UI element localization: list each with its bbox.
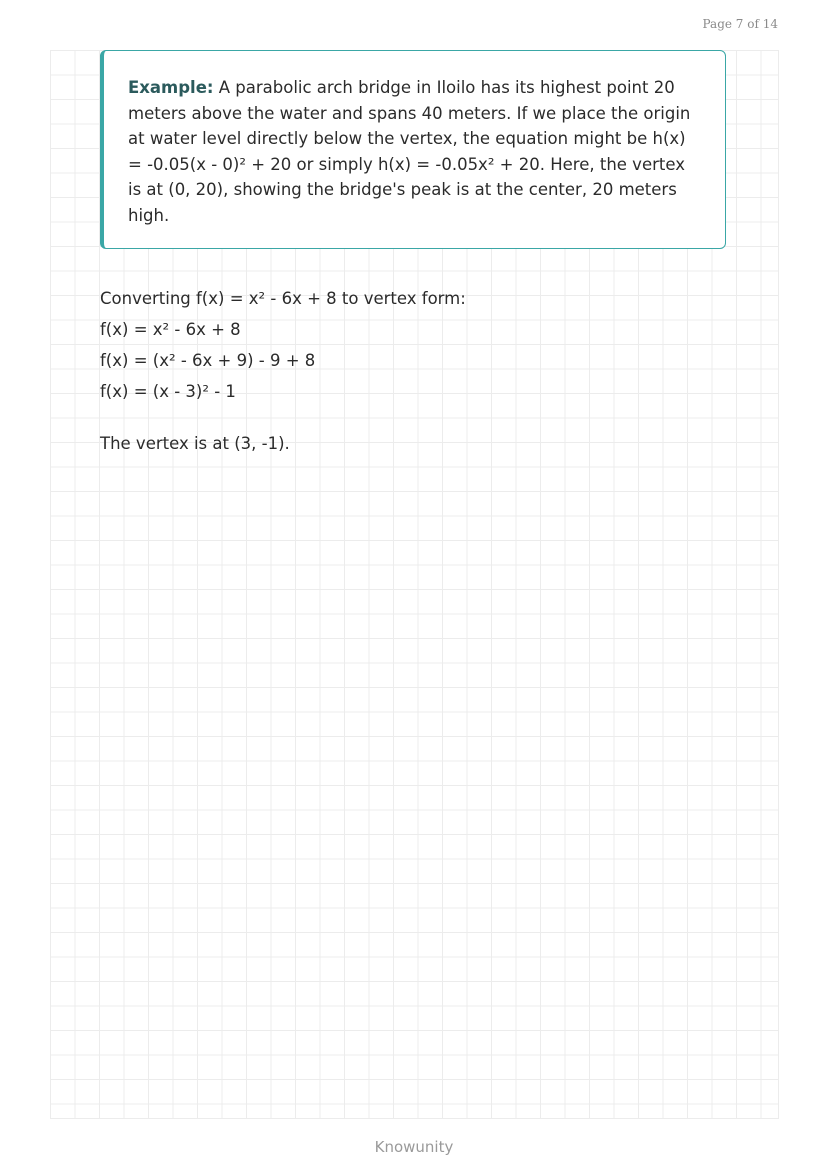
example-paragraph (128, 75, 701, 228)
spacer (100, 407, 740, 428)
conversion-step-3: f(x) = (x - 3)² - 1 (100, 382, 236, 401)
conversion-step-2: f(x) = (x² - 6x + 9) - 9 + 8 (100, 351, 316, 370)
example-label: Example: (128, 78, 214, 97)
example-body: A parabolic arch bridge in Iloilo has its highest point 20 meters above the water and spans 40 meters. If we place the origin at water level directly below the vertex, the equation might be h(x) = -0.05(x - 0)² + 20 or simply h(x) = -0.05x² + 20. Here, the vertex is at (0, 20), showing the bridge's peak is at the center, 20 meters high. (128, 78, 691, 225)
example-callout (100, 50, 726, 249)
footer-brand: Knowunity (374, 1138, 454, 1156)
conversion-step-1: f(x) = x² - 6x + 8 (100, 320, 241, 339)
conversion-intro: Converting f(x) = x² - 6x + 8 to vertex form: (100, 289, 466, 308)
page-number: Page 7 of 14 (702, 17, 778, 31)
conversion-section (100, 283, 740, 459)
conversion-conclusion: The vertex is at (3, -1). (100, 434, 290, 453)
